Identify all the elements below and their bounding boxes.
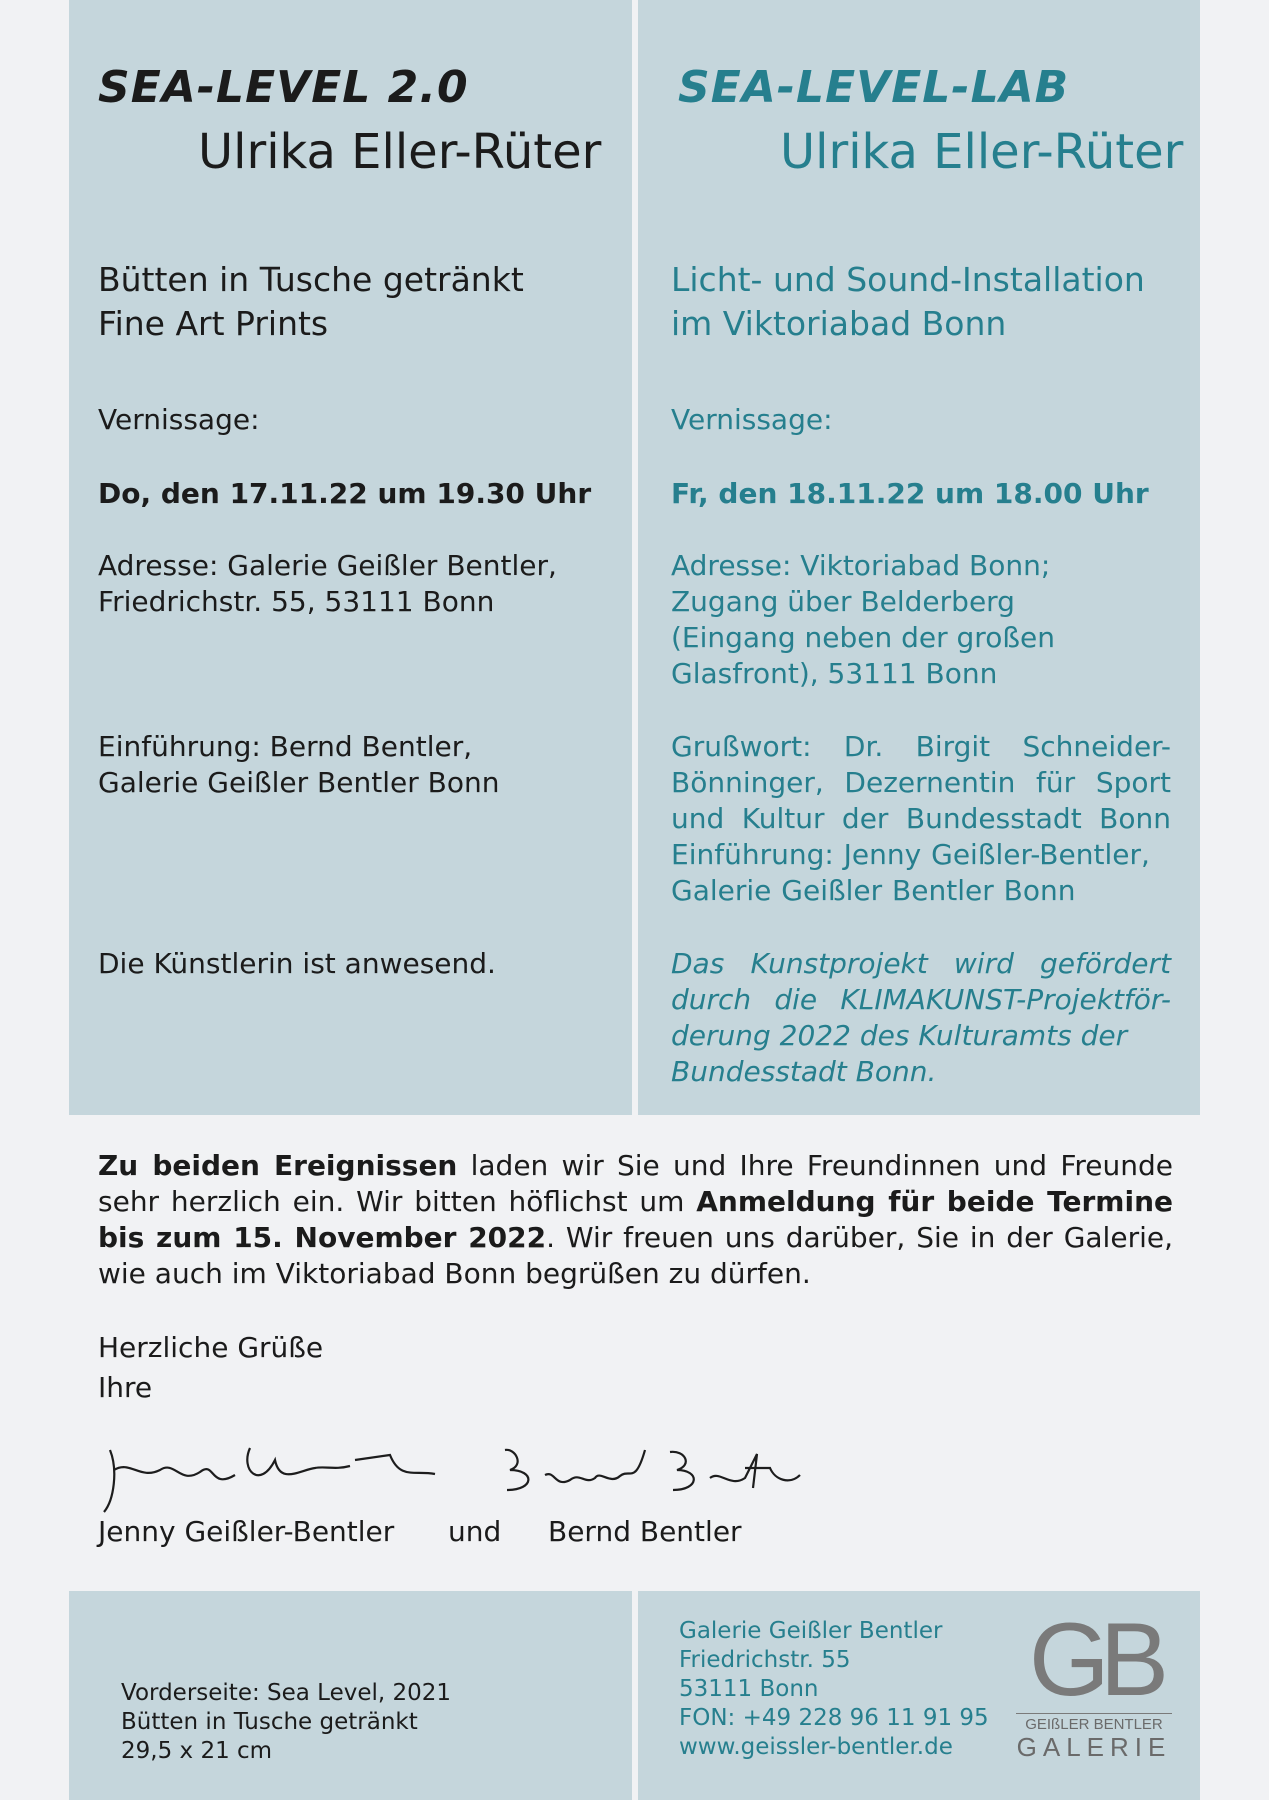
signature-jenny: [100, 1430, 440, 1520]
left-address-line1: Adresse: Galerie Geißler Bentler,: [98, 549, 557, 582]
right-address-line4: Glasfront), 53111 Bonn: [671, 657, 998, 690]
right-subtitle-line1: Licht- und Sound-Installation: [671, 260, 1145, 299]
left-subtitle-line2: Fine Art Prints: [98, 304, 329, 343]
right-greeting-text: Grußwort: Dr. Birgit Schneider-Bönninger, Dezernentin für Sport und Kultur der Bundesstadt Bonn Einführung: Jenny Geißler-Bentler,: [671, 730, 1171, 871]
left-intro-line2: Galerie Geißler Bentler Bonn: [98, 766, 500, 799]
gallery-web-link[interactable]: www.geissler-bentler.de: [679, 1734, 953, 1760]
invitation-bold2: Anmeldung für beide Termine bis zum 15. November 2022: [98, 1185, 1174, 1254]
gallery-phone: FON: +49 228 96 11 91 95: [679, 1705, 989, 1731]
right-title: SEA-LEVEL-LAB: [678, 62, 1070, 113]
cover-line2: Bütten in Tusche getränkt: [121, 1709, 418, 1735]
right-funding-block: [671, 946, 1171, 1090]
left-artist: Ulrika Eller-Rüter: [198, 124, 602, 180]
gallery-street: Friedrichstr. 55: [679, 1647, 851, 1673]
logo-monogram: GB: [1028, 1602, 1160, 1718]
left-title: SEA-LEVEL 2.0: [98, 62, 469, 113]
invitation-paragraph: [98, 1148, 1173, 1292]
right-address-line2: Zugang über Belderberg: [671, 585, 1015, 618]
invitation-text2: . Wir freuen uns darüber, Sie in der Galerie, wie auch im Viktoriabad Bonn begrüßen zu dürfen.: [98, 1221, 1173, 1290]
gallery-city: 53111 Bonn: [679, 1676, 819, 1702]
logo-line1: GEIßLER BENTLER: [1016, 1713, 1172, 1733]
gallery-name: Galerie Geißler Bentler: [679, 1618, 943, 1644]
right-artist: Ulrika Eller-Rüter: [780, 124, 1184, 180]
invitation-bold1: Zu beiden Ereignissen: [98, 1149, 458, 1182]
gallery-logo: [1016, 1602, 1172, 1762]
closing-name2: Bernd Bentler: [548, 1515, 742, 1548]
right-greeting-last: Galerie Geißler Bentler Bonn: [671, 874, 1076, 907]
invitation-text1: laden wir Sie und Ihre Freundinnen und Freunde sehr herzlich ein. Wir bitten höflichst um: [98, 1149, 1174, 1218]
right-address-line1: Adresse: Viktoriabad Bonn;: [671, 549, 1051, 582]
right-vernissage-label: Vernissage:: [671, 403, 833, 436]
closing-ihre: Ihre: [98, 1371, 153, 1404]
left-vernissage-date: Do, den 17.11.22 um 19.30 Uhr: [98, 477, 592, 510]
closing-greeting: Herzliche Grüße: [98, 1331, 324, 1364]
right-subtitle-line2: im Viktoriabad Bonn: [671, 304, 1007, 343]
left-subtitle-line1: Bütten in Tusche getränkt: [98, 260, 524, 299]
right-address-line3: (Eingang neben der großen: [671, 621, 1055, 654]
right-greeting-block: [671, 729, 1171, 909]
right-funding-text: Das Kunstprojekt wird gefördert durch die KLIMAKUNST-Projektför-derung 2022 des Kulturamts der: [671, 947, 1171, 1052]
left-intro-line1: Einführung: Bernd Bentler,: [98, 730, 473, 763]
left-address-line2: Friedrichstr. 55, 53111 Bonn: [98, 585, 495, 618]
cover-line3: 29,5 x 21 cm: [121, 1738, 273, 1764]
cover-line1: Vorderseite: Sea Level, 2021: [121, 1680, 452, 1706]
signature-bernd: [495, 1440, 805, 1500]
right-funding-last: Bundesstadt Bonn.: [671, 1055, 937, 1088]
right-vernissage-date: Fr, den 18.11.22 um 18.00 Uhr: [671, 477, 1149, 510]
closing-name1: Jenny Geißler-Bentler: [98, 1515, 395, 1548]
closing-and: und: [448, 1515, 502, 1548]
left-vernissage-label: Vernissage:: [98, 403, 260, 436]
artist-present-note: Die Künstlerin ist anwesend.: [98, 947, 496, 980]
logo-line2: GALERIE: [1016, 1732, 1172, 1762]
